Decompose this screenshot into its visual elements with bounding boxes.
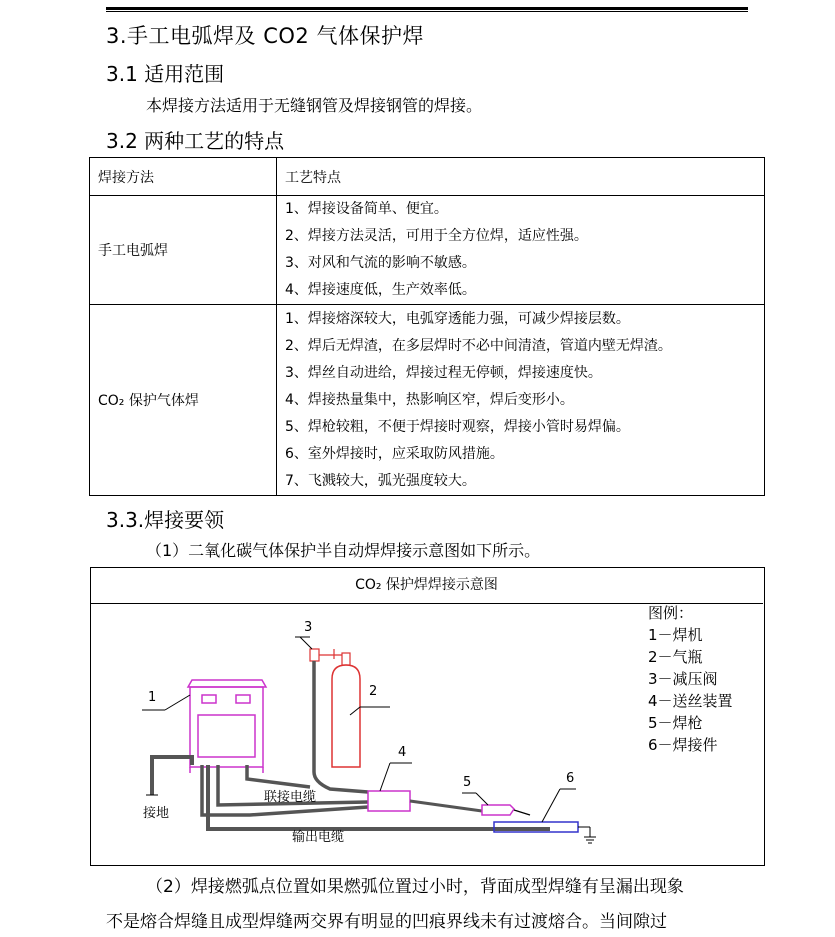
method-cell: CO₂ 保护气体焊 bbox=[90, 305, 277, 496]
section-31-text: 本焊接方法适用于无缝钢管及焊接钢管的焊接。 bbox=[146, 96, 483, 115]
section-32-title: 3.2 两种工艺的特点 bbox=[106, 129, 285, 153]
welding-diagram-title: CO₂ 保护焊焊接示意图 bbox=[90, 567, 763, 604]
diagram-number-1: 1 bbox=[148, 690, 157, 705]
table-row bbox=[90, 196, 765, 305]
diagram-number-5: 5 bbox=[463, 775, 472, 790]
feature-line: 3、焊丝自动进给，焊接过程无停顿，焊接速度快。 bbox=[285, 364, 602, 381]
section-33-title: 3.3.焊接要领 bbox=[106, 508, 225, 532]
legend-item: 6－焊接件 bbox=[648, 736, 718, 754]
diagram-number-3: 3 bbox=[304, 620, 313, 635]
feature-line: 1、焊接设备简单、便宜。 bbox=[285, 201, 448, 217]
welding-torch bbox=[482, 805, 530, 815]
feature-line: 4、焊接热量集中，热影响区窄，焊后变形小。 bbox=[285, 391, 574, 408]
feature-line: 5、焊枪较粗，不便于焊接时观察，焊接小管时易焊偏。 bbox=[285, 418, 630, 435]
legend-item: 4－送丝装置 bbox=[648, 692, 733, 710]
table-row bbox=[90, 305, 765, 496]
legend-item: 3－减压阀 bbox=[648, 670, 718, 688]
feature-line: 7、飞溅较大，弧光强度较大。 bbox=[285, 472, 476, 489]
features-cell bbox=[277, 305, 765, 496]
legend-item: 2－气瓶 bbox=[648, 648, 703, 666]
wire-feeder bbox=[368, 791, 410, 811]
features-table bbox=[89, 157, 765, 496]
legend-item: 1－焊机 bbox=[648, 626, 703, 644]
feature-line: 1、焊接熔深较大，电弧穿透能力强，可减少焊接层数。 bbox=[285, 310, 630, 327]
section-33-item2-line1: （2）焊接燃弧点位置如果燃弧位置过小时，背面成型焊缝有呈漏出现象 bbox=[146, 877, 684, 897]
feature-line: 2、焊后无焊渣，在多层焊时不必中间清渣，管道内壁无焊渣。 bbox=[285, 337, 672, 354]
section-33-item2-line2: 不是熔合焊缝且成型焊缝两交界有明显的凹痕界线未有过渡熔合。当间隙过 bbox=[106, 912, 667, 932]
table-header-method: 焊接方法 bbox=[90, 158, 277, 196]
heading-main: 3.手工电弧焊及 CO2 气体保护焊 bbox=[106, 24, 424, 48]
label-output-cable: 输出电缆 bbox=[292, 830, 345, 845]
top-rule-thin bbox=[106, 11, 748, 12]
label-ground: 接地 bbox=[143, 806, 170, 821]
feature-line: 2、焊接方法灵活，可用于全方位焊，适应性强。 bbox=[285, 228, 588, 244]
diagram-number-4: 4 bbox=[398, 745, 407, 760]
section-33-item1: （1）二氧化碳气体保护半自动焊焊接示意图如下所示。 bbox=[146, 541, 541, 560]
welding-machine bbox=[188, 680, 266, 773]
legend-item: 5－焊枪 bbox=[648, 714, 703, 732]
diagram-number-2: 2 bbox=[369, 684, 378, 699]
method-cell: 手工电弧焊 bbox=[90, 196, 277, 305]
pressure-regulator bbox=[310, 649, 342, 661]
welding-diagram-svg bbox=[90, 567, 763, 864]
feature-line: 6、室外焊接时，应采取防风措施。 bbox=[285, 445, 504, 462]
table-header-features: 工艺特点 bbox=[277, 158, 765, 196]
legend-title: 图例： bbox=[648, 604, 694, 622]
table-header-row bbox=[90, 158, 765, 196]
feature-line: 4、焊接速度低，生产效率低。 bbox=[285, 282, 476, 298]
feature-line: 3、对风和气流的影响不敏感。 bbox=[285, 255, 476, 271]
label-connect-cable: 联接电缆 bbox=[264, 790, 317, 805]
top-rule bbox=[106, 7, 748, 10]
features-cell bbox=[277, 196, 765, 305]
section-31-title: 3.1 适用范围 bbox=[106, 62, 225, 86]
diagram-number-6: 6 bbox=[566, 771, 575, 786]
